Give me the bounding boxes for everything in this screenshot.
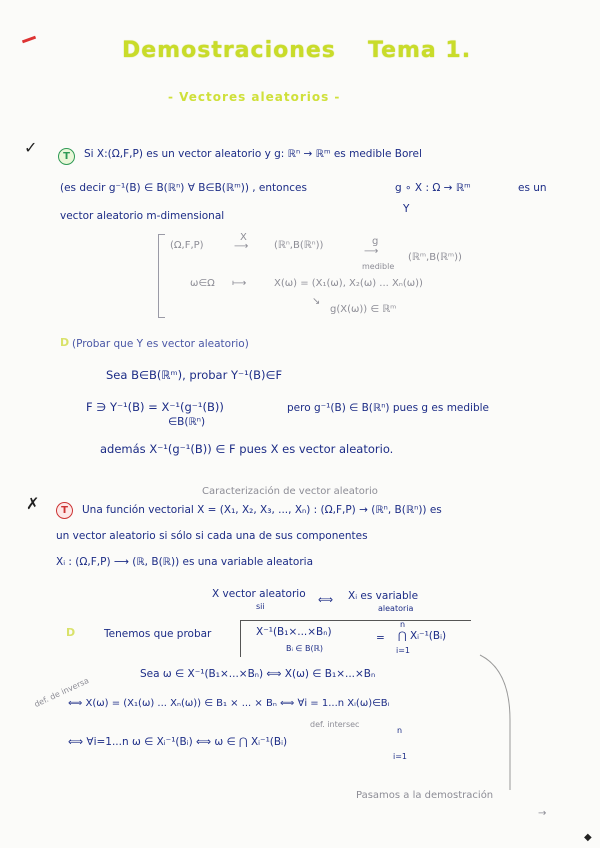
diagram-row1-left: (Ω,F,P) [170,240,204,251]
proof-mark-1: D [60,336,70,349]
footer-note: Pasamos a la demostración [356,790,494,801]
theorem1-y-label: Y [403,203,410,215]
equiv-left-sub: sii [256,602,265,611]
theorem1-line2a: (es decir g⁻¹(B) ∈ B(ℝⁿ) ∀ B∈B(ℝᵐ)) , entonces [60,182,307,194]
subtitle: - Vectores aleatorios - [168,90,341,104]
diagram-bracket [158,234,165,318]
diagram-down-arrow-icon: ↘ [312,296,321,307]
equiv-right: Xᵢ es variable [348,590,419,602]
diagram-row2-left: ω∈Ω [190,278,215,289]
diagram-row1-right: (ℝᵐ,B(ℝᵐ)) [408,252,462,263]
theorem2-heading: Caracterización de vector aleatorio [202,486,378,497]
proof2-box-bottom: Bᵢ ∈ B(ℝ) [286,644,324,653]
proof2-line2: Sea ω ∈ X⁻¹(B₁×...×Bₙ) ⟺ X(ω) ∈ B₁×...×Bₙ [140,668,376,680]
diagram-arrow-g-label: g [372,236,379,247]
proof1-line1: (Probar que Y es vector aleatorio) [72,338,249,350]
proof2-line4: ⟺ ∀i=1...n ω ∈ Xᵢ⁻¹(Bᵢ) ⟺ ω ∈ ⋂ Xᵢ⁻¹(Bᵢ) [68,736,288,748]
page-title-right: Tema 1. [368,38,472,63]
diagram-medible: medible [362,262,395,271]
proof1-line2: Sea B∈B(ℝᵐ), probar Y⁻¹(B)∈F [106,368,283,382]
proof1-line4: además X⁻¹(g⁻¹(B)) ∈ F pues X es vector aleatorio. [100,442,394,456]
theorem-badge-1: T [58,144,75,165]
proof2-line3: ⟺ X(ω) = (X₁(ω) ... Xₙ(ω)) ∈ B₁ × ... × Bₙ ⟺ ∀i = 1...n Xᵢ(ω)∈Bᵢ [68,698,390,709]
proof1-line3c: ∈B(ℝⁿ) [168,416,206,428]
diagram-row2-right: X(ω) = (X₁(ω), X₂(ω) ... Xₙ(ω)) [274,278,423,289]
theorem2-line2: un vector aleatorio si sólo si cada una de sus componentes [56,530,368,542]
theorem2-line3: Xᵢ : (Ω,F,P) ⟶ (ℝ, B(ℝ)) es una variable aleatoria [56,556,314,568]
equiv-left: X vector aleatorio [212,588,306,600]
cross-check-icon: ✗ [26,494,40,513]
footer-arrow-icon: → [538,808,547,819]
side-note-intersec: def. intersec [310,720,360,729]
curved-arrow-icon [470,650,530,800]
diagram-row3: g(X(ω)) ∈ ℝᵐ [330,304,397,315]
proof2-box-sup: n [400,620,406,629]
proof1-line3a: F ∋ Y⁻¹(B) = X⁻¹(g⁻¹(B)) [86,400,224,414]
theorem1-line1: Si X:(Ω,F,P) es un vector aleatorio y g: ℝⁿ → ℝᵐ es medible Borel [84,148,422,160]
side-note-inverse: def. de inversa [32,675,91,710]
equiv-symbol: ⟺ [318,594,334,606]
page-corner-mark: ◆ [584,832,592,843]
proof2-box-top: X⁻¹(B₁×...×Bₙ) [256,626,332,638]
proof2-line1a: Tenemos que probar [104,628,212,640]
proof2-box-right: ⋂ Xᵢ⁻¹(Bᵢ) [398,630,447,642]
theorem2-line1: Una función vectorial X = (X₁, X₂, X₃, ..., Xₙ) : (Ω,F,P) → (ℝⁿ, B(ℝⁿ)) es [82,504,442,516]
proof2-line4-sub: i=1 [393,752,408,761]
equiv-right-sub: aleatoria [378,604,414,613]
theorem1-line2b: es un [518,182,547,194]
diagram-arrow2-icon: ⟶ [364,246,379,257]
proof1-line3b: pero g⁻¹(B) ∈ B(ℝⁿ) pues g es medible [287,402,490,414]
theorem1-composition: g ∘ X : Ω → ℝᵐ [395,182,471,194]
theorem1-line3: vector aleatorio m-dimensional [60,210,225,222]
diagram-arrow-icon: ⟶ [234,241,249,252]
checkmark-icon: ✓ [24,138,38,157]
page-title-left: Demostraciones [122,38,336,63]
red-pen-mark [22,36,36,44]
proof2-box-eq: = [376,632,385,644]
proof2-line4-sup: n [397,726,403,735]
diagram-mapsto-icon: ⟼ [232,278,247,289]
diagram-arrow-x-label: X [240,232,247,243]
theorem-badge-2: T [56,498,73,519]
proof-mark-2: D [66,626,76,639]
diagram-row1-mid: (ℝⁿ,B(ℝⁿ)) [274,240,324,251]
proof2-box-sub: i=1 [396,646,411,655]
